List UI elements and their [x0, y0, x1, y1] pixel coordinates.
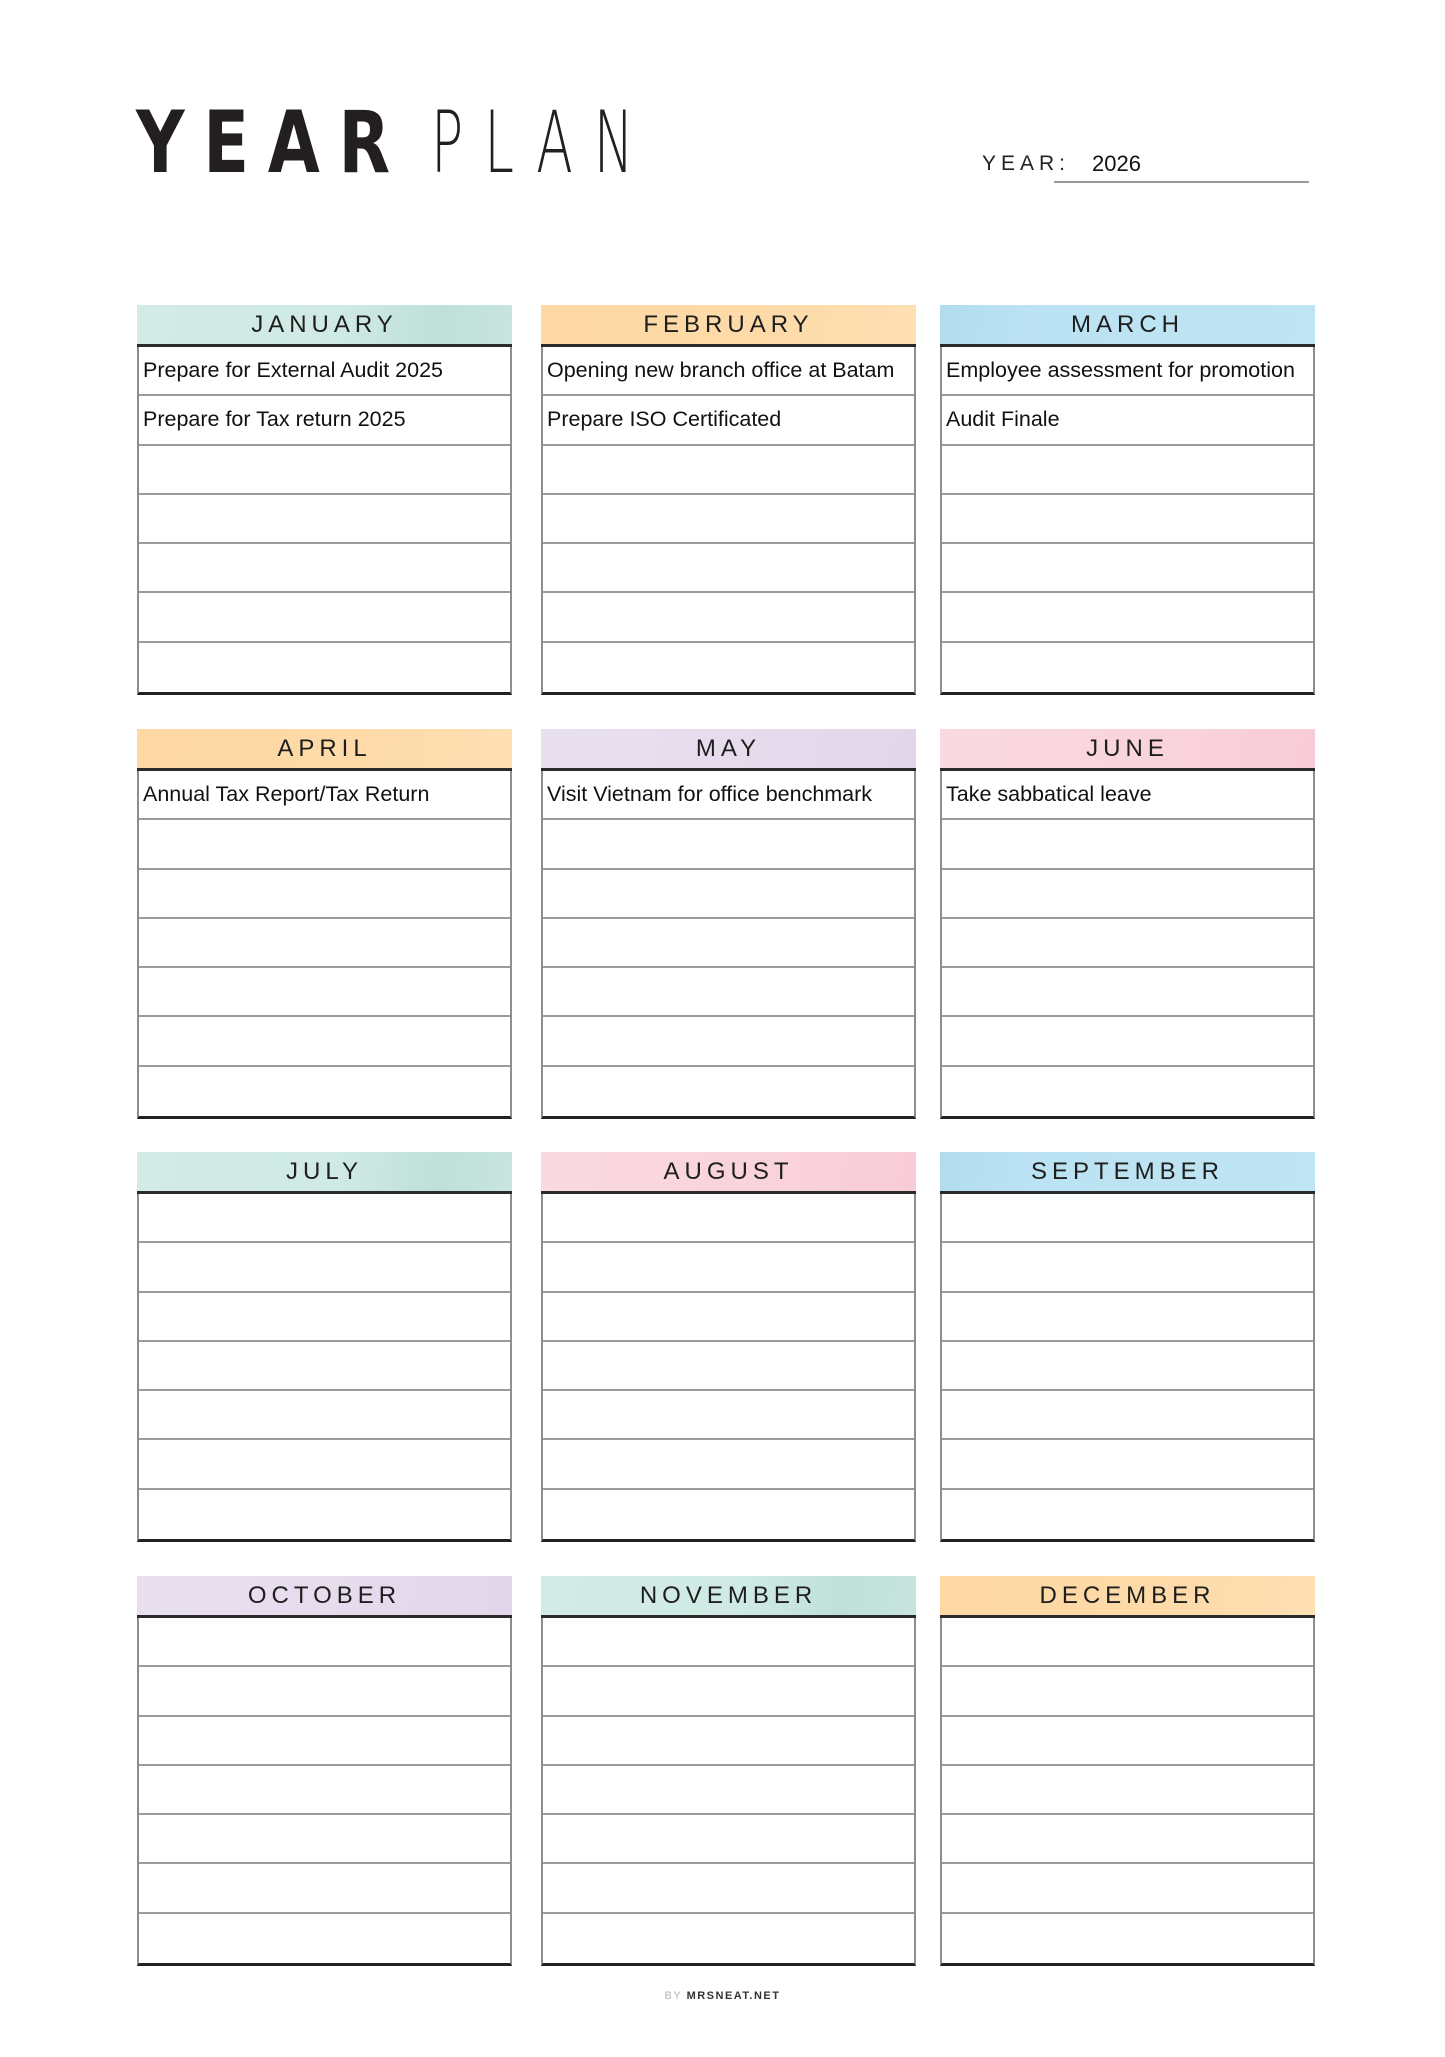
list-item[interactable] [543, 1293, 914, 1342]
list-item[interactable] [942, 495, 1313, 544]
month-block-september [940, 1152, 1315, 1542]
list-item[interactable] [139, 1717, 510, 1766]
month-body [541, 1618, 916, 1966]
list-item[interactable] [942, 643, 1313, 692]
month-body [940, 1194, 1315, 1542]
list-item[interactable] [942, 1293, 1313, 1342]
list-item[interactable] [139, 446, 510, 495]
list-item[interactable] [942, 1864, 1313, 1913]
list-item[interactable]: Annual Tax Report/Tax Return [139, 771, 510, 820]
month-header: MARCH [940, 305, 1315, 347]
month-header: SEPTEMBER [940, 1152, 1315, 1194]
list-item[interactable] [543, 968, 914, 1017]
list-item[interactable] [543, 870, 914, 919]
list-item[interactable] [543, 1243, 914, 1292]
list-item[interactable] [942, 1618, 1313, 1667]
month-body [137, 1194, 512, 1542]
list-item[interactable] [543, 593, 914, 642]
list-item[interactable] [139, 544, 510, 593]
list-item[interactable] [139, 968, 510, 1017]
month-header: JUNE [940, 729, 1315, 771]
list-item[interactable] [139, 1864, 510, 1913]
list-item[interactable] [543, 1490, 914, 1539]
list-item[interactable] [942, 1017, 1313, 1066]
list-item[interactable] [543, 1618, 914, 1667]
month-block-august [541, 1152, 916, 1542]
list-item[interactable] [139, 1766, 510, 1815]
page-title [136, 93, 655, 193]
list-item[interactable] [942, 1194, 1313, 1243]
month-body [940, 347, 1315, 695]
list-item[interactable] [543, 446, 914, 495]
month-block-april [137, 729, 512, 1119]
month-block-june [940, 729, 1315, 1119]
month-body [541, 771, 916, 1119]
list-item[interactable] [942, 870, 1313, 919]
list-item[interactable]: Employee assessment for promotion [942, 347, 1313, 396]
list-item[interactable] [942, 820, 1313, 869]
month-body [940, 1618, 1315, 1966]
month-header: FEBRUARY [541, 305, 916, 347]
list-item[interactable] [942, 1914, 1313, 1963]
list-item[interactable] [139, 643, 510, 692]
list-item[interactable]: Prepare for External Audit 2025 [139, 347, 510, 396]
month-body [137, 771, 512, 1119]
list-item[interactable]: Visit Vietnam for office benchmark [543, 771, 914, 820]
list-item[interactable] [139, 1194, 510, 1243]
list-item[interactable] [942, 593, 1313, 642]
list-item[interactable] [139, 919, 510, 968]
list-item[interactable] [543, 1342, 914, 1391]
list-item[interactable] [543, 1667, 914, 1716]
list-item[interactable] [139, 870, 510, 919]
list-item[interactable] [543, 1717, 914, 1766]
list-item[interactable]: Audit Finale [942, 396, 1313, 445]
list-item[interactable] [543, 1017, 914, 1066]
list-item[interactable] [942, 1342, 1313, 1391]
list-item[interactable] [543, 1194, 914, 1243]
list-item[interactable] [942, 1717, 1313, 1766]
month-body [541, 1194, 916, 1542]
month-block-may [541, 729, 916, 1119]
list-item[interactable] [139, 1490, 510, 1539]
list-item[interactable] [942, 1667, 1313, 1716]
list-item[interactable] [139, 1342, 510, 1391]
list-item[interactable] [139, 1815, 510, 1864]
list-item[interactable] [942, 968, 1313, 1017]
list-item[interactable] [139, 495, 510, 544]
list-item[interactable] [942, 1067, 1313, 1116]
list-item[interactable] [942, 919, 1313, 968]
month-header: APRIL [137, 729, 512, 771]
list-item[interactable] [942, 1243, 1313, 1292]
year-label: YEAR: [982, 152, 1071, 175]
list-item[interactable] [139, 593, 510, 642]
list-item[interactable] [139, 1017, 510, 1066]
list-item[interactable] [942, 446, 1313, 495]
month-body [137, 1618, 512, 1966]
list-item[interactable] [543, 1864, 914, 1913]
list-item[interactable]: Opening new branch office at Batam [543, 347, 914, 396]
month-block-july [137, 1152, 512, 1542]
month-block-february [541, 305, 916, 695]
list-item[interactable] [139, 1914, 510, 1963]
month-body [137, 347, 512, 695]
list-item[interactable] [543, 1914, 914, 1963]
year-underline [1054, 181, 1309, 183]
list-item[interactable] [942, 544, 1313, 593]
footer-site-link[interactable]: MRSNEAT.NET [686, 1990, 781, 2002]
footer-by: BY [664, 1990, 682, 2002]
list-item[interactable] [942, 1440, 1313, 1489]
list-item[interactable] [139, 1067, 510, 1116]
list-item[interactable] [139, 820, 510, 869]
month-header: JULY [137, 1152, 512, 1194]
month-body [940, 771, 1315, 1119]
list-item[interactable] [543, 1815, 914, 1864]
list-item[interactable] [139, 1391, 510, 1440]
list-item[interactable] [942, 1490, 1313, 1539]
month-block-december [940, 1576, 1315, 1966]
title-plan: PLAN [431, 93, 655, 193]
month-header: MAY [541, 729, 916, 771]
month-block-january [137, 305, 512, 695]
list-item[interactable]: Prepare for Tax return 2025 [139, 396, 510, 445]
year-value[interactable]: 2026 [1092, 151, 1141, 176]
month-block-october [137, 1576, 512, 1966]
month-header: DECEMBER [940, 1576, 1315, 1618]
month-block-march [940, 305, 1315, 695]
list-item[interactable] [543, 1067, 914, 1116]
list-item[interactable]: Prepare ISO Certificated [543, 396, 914, 445]
list-item[interactable] [543, 643, 914, 692]
list-item[interactable]: Take sabbatical leave [942, 771, 1313, 820]
title-year: YEAR [136, 93, 409, 193]
list-item[interactable] [543, 495, 914, 544]
list-item[interactable] [543, 1391, 914, 1440]
list-item[interactable] [543, 1766, 914, 1815]
list-item[interactable] [543, 544, 914, 593]
month-header: AUGUST [541, 1152, 916, 1194]
list-item[interactable] [139, 1243, 510, 1292]
list-item[interactable] [942, 1766, 1313, 1815]
month-body [541, 347, 916, 695]
footer-credit [0, 1990, 1445, 2002]
list-item[interactable] [543, 820, 914, 869]
list-item[interactable] [543, 1440, 914, 1489]
month-header: NOVEMBER [541, 1576, 916, 1618]
list-item[interactable] [139, 1667, 510, 1716]
list-item[interactable] [139, 1293, 510, 1342]
list-item[interactable] [942, 1391, 1313, 1440]
list-item[interactable] [139, 1440, 510, 1489]
year-field[interactable] [982, 148, 1312, 184]
list-item[interactable] [139, 1618, 510, 1667]
month-block-november [541, 1576, 916, 1966]
list-item[interactable] [942, 1815, 1313, 1864]
month-header: OCTOBER [137, 1576, 512, 1618]
list-item[interactable] [543, 919, 914, 968]
month-header: JANUARY [137, 305, 512, 347]
